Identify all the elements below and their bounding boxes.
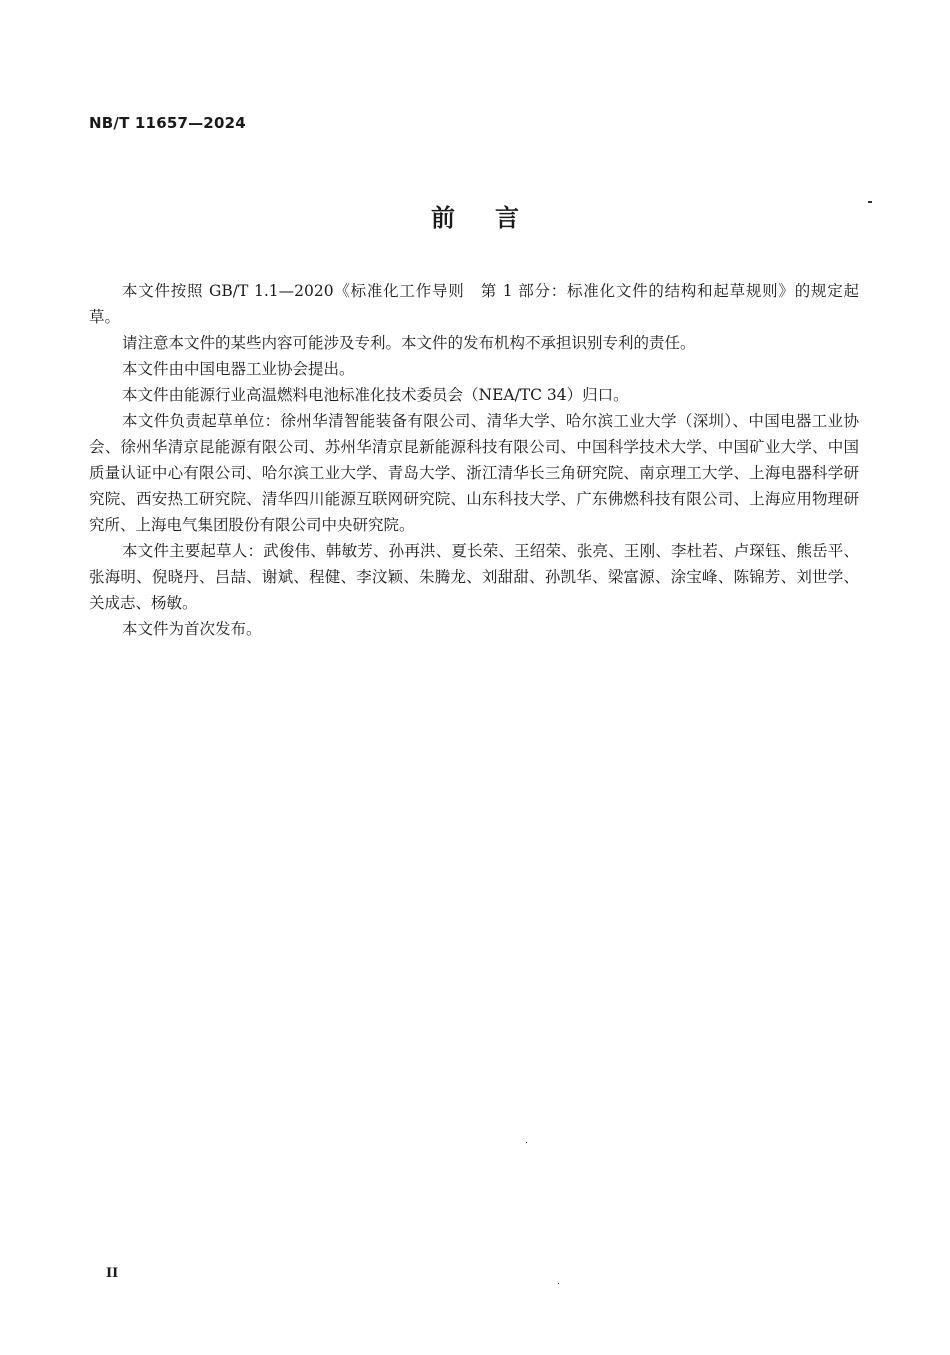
paragraph-drafters: 本文件主要起草人：武俊伟、韩敏芳、孙再洪、夏长荣、王绍荣、张亮、王刚、李杜若、卢琛钰、熊岳平、张海明、倪晓丹、吕喆、谢斌、程健、李汶颖、朱腾龙、刘甜甜、孙凯华、梁富源、涂宝峰、陈锦芳、刘世学、关成志、杨敏。 [89, 542, 859, 612]
scan-speck [526, 1142, 527, 1143]
scan-speck [558, 1283, 559, 1284]
paragraph-patent-notice: 请注意本文件的某些内容可能涉及专利。本文件的发布机构不承担识别专利的责任。 [122, 334, 696, 352]
paragraph-drafting-rules: 本文件按照 GB/T 1.1—2020《标准化工作导则 第 1 部分：标准化文件的结构和起草规则》的规定起草。 [89, 282, 859, 326]
section-heading: 前言 [431, 204, 559, 232]
scan-speck [868, 201, 872, 203]
paragraph-first-release: 本文件为首次发布。 [122, 620, 262, 638]
paragraph-drafting-units: 本文件负责起草单位：徐州华清智能装备有限公司、清华大学、哈尔滨工业大学（深圳）、中国电器工业协会、徐州华清京昆能源有限公司、苏州华清京昆新能源科技有限公司、中国科学技术大学、中国矿业大学、中国质量认证中心有限公司、哈尔滨工业大学、青岛大学、浙江清华长三角研究院、南京理工大学、上海电器科学研究院、西安热工研究院、清华四川能源互联网研究院、山东科技大学、广东佛燃科技有限公司、上海应用物理研究所、上海电气集团股份有限公司中央研究院。 [89, 412, 859, 534]
paragraph-proposer: 本文件由中国电器工业协会提出。 [122, 360, 355, 378]
page-number: II [106, 1266, 119, 1281]
foreword-body [89, 278, 859, 642]
paragraph-committee: 本文件由能源行业高温燃料电池标准化技术委员会（NEA/TC 34）归口。 [122, 386, 629, 404]
document-code: NB/T 11657—2024 [89, 114, 246, 132]
